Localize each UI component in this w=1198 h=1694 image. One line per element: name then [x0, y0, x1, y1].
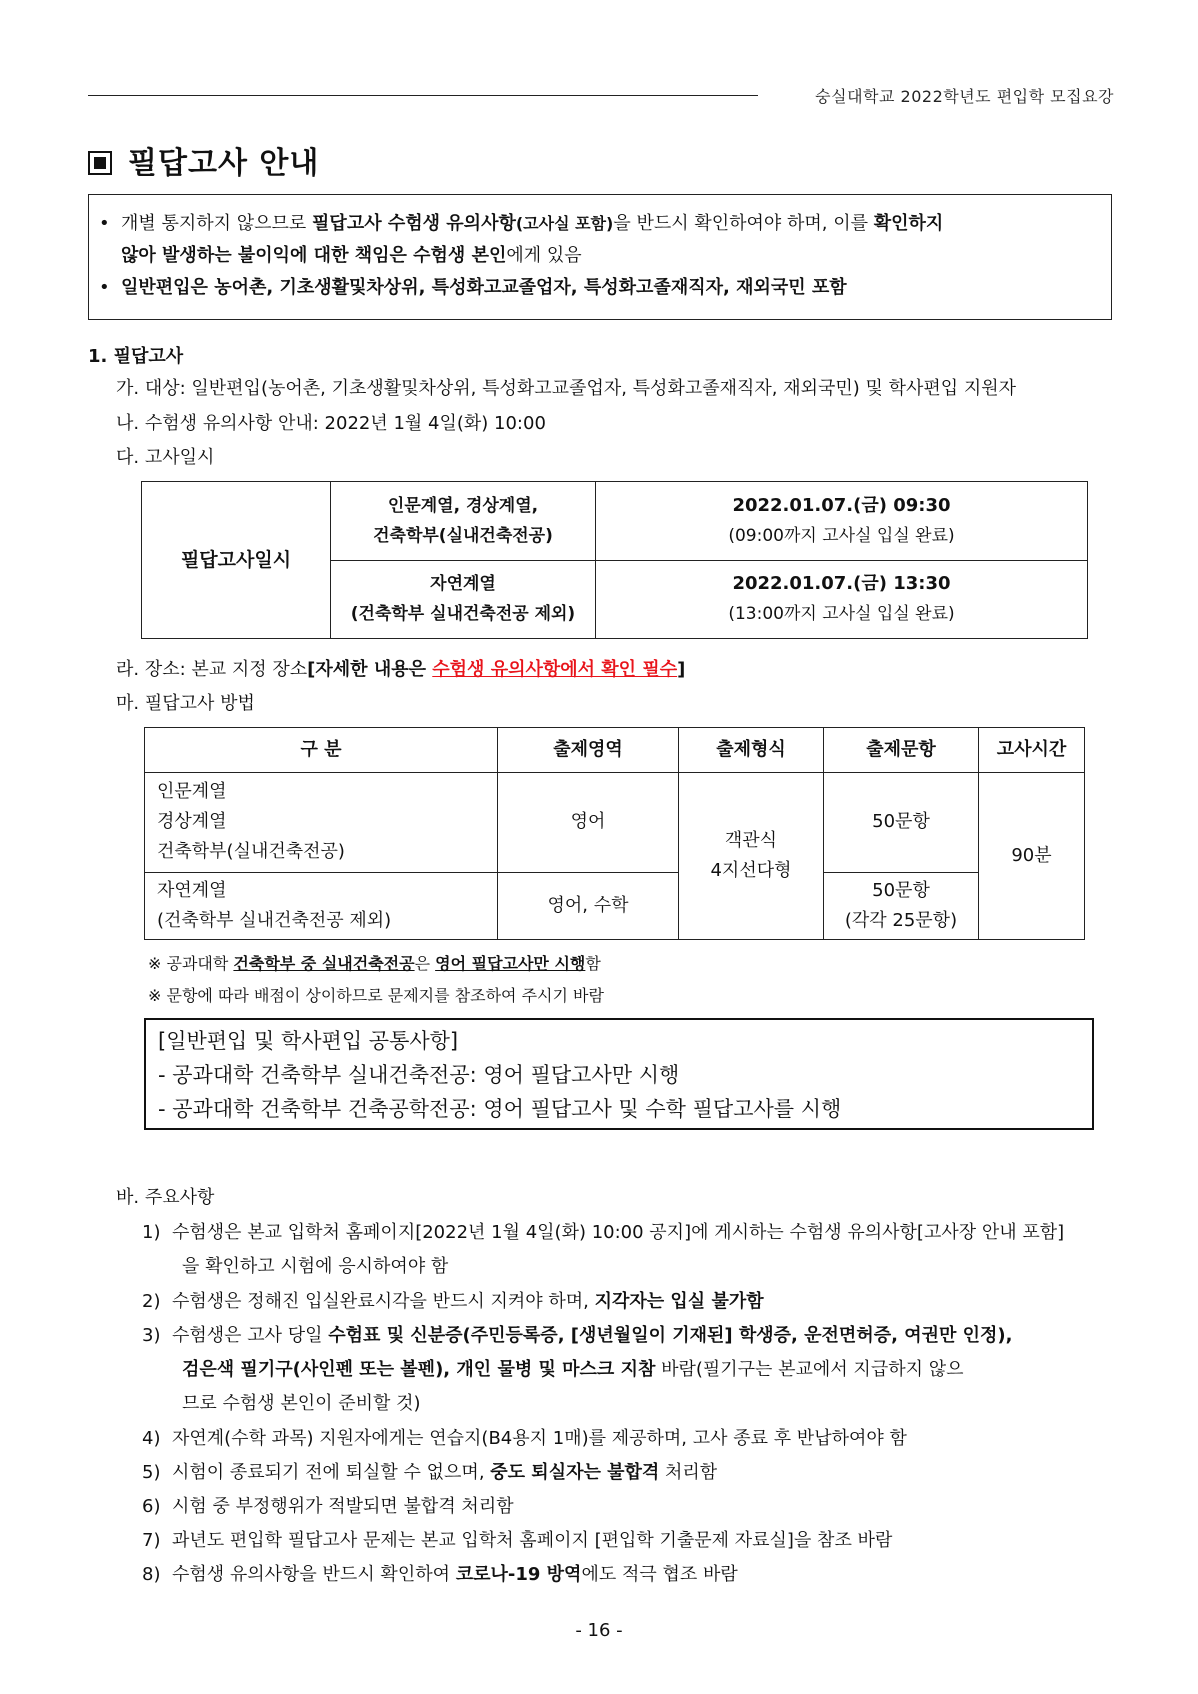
notice-bold: (고사실 포함): [515, 214, 614, 233]
item-text: 수험생은 정해진 입실완료시각을 반드시 지켜야 하며,: [172, 1291, 595, 1312]
page-title-text: 필답고사 안내: [128, 146, 320, 181]
column-header: 출제형식: [679, 728, 824, 773]
notice-line-2: [99, 240, 1101, 272]
item-number: 1): [142, 1222, 161, 1243]
item-text: 수험생 유의사항을 반드시 확인하여: [172, 1564, 456, 1585]
count-line: (각각 25문항): [844, 909, 958, 931]
list-item: [142, 1218, 1064, 1244]
item-text: 처리함: [659, 1462, 718, 1483]
table-header-row: [145, 728, 1085, 773]
area-cell: 영어: [498, 773, 679, 873]
notice-text: 을 반드시 확인하여야 하며, 이를: [613, 213, 874, 234]
notice-bold: 필답고사 수험생 유의사항: [312, 213, 516, 234]
item-text: 자연계(수학 과목) 지원자에게는 연습지(B4용지 1매)를 제공하며, 고사 종료 후 반납하여야 함: [172, 1428, 907, 1449]
item-text: 과년도 편입학 필답고사 문제는 본교 입학처 홈페이지 [편입학 기출문제 자료실]을 참조 바람: [172, 1530, 893, 1551]
item-bold: 코로나-19 방역: [455, 1564, 582, 1585]
section-heading: 1. 필답고사: [88, 346, 184, 367]
notice-line-1: [99, 208, 1101, 240]
category-line: 경상계열: [157, 811, 227, 833]
item-bold: 검은색 필기구(사인펜 또는 볼펜), 개인 물병 및 마스크 지참: [182, 1359, 656, 1380]
count-cell: 50문항: [824, 773, 979, 873]
category-line: 인문계열: [157, 781, 227, 803]
column-header: 구 분: [145, 728, 498, 773]
column-header: 출제영역: [498, 728, 679, 773]
category-line: 자연계열: [157, 879, 227, 901]
time-note: (13:00까지 고사실 입실 완료): [728, 604, 955, 625]
table-row: [145, 773, 1085, 873]
notice-line-1-text: [121, 208, 943, 240]
list-item: [142, 1424, 907, 1450]
place-text: 라. 장소: 본교 지정 장소: [116, 659, 308, 680]
format-cell: [679, 773, 824, 940]
schedule-group: [331, 560, 596, 639]
table-row: [145, 872, 1085, 939]
method-heading: 마. 필답고사 방법: [116, 693, 255, 714]
method-table: [144, 727, 1085, 940]
list-item-continued: 을 확인하고 시험에 응시하여야 함: [182, 1256, 449, 1277]
schedule-group: [331, 482, 596, 561]
schedule-time: [596, 560, 1088, 639]
item-text: 시험이 종료되기 전에 퇴실할 수 없으며,: [172, 1462, 491, 1483]
item-number: 2): [142, 1291, 161, 1312]
item-number: 3): [142, 1325, 161, 1346]
list-item: [142, 1492, 514, 1518]
place-bold: [자세한 내용은: [307, 659, 433, 680]
list-item: [142, 1526, 892, 1552]
group-line: 인문계열, 경상계열,: [387, 495, 539, 516]
list-item: [142, 1287, 764, 1313]
format-line: 4지선다형: [710, 860, 792, 881]
list-item-continued: 므로 수험생 본인이 준비할 것): [182, 1393, 421, 1414]
place-bold: ]: [677, 659, 686, 680]
item-text: 수험생은 본교 입학처 홈페이지[2022년 1월 4일(화) 10:00 공지]에 게시하는 수험생 유의사항[고사장 안내 포함]: [172, 1222, 1065, 1243]
common-box: [144, 1018, 1094, 1130]
bullet-icon: •: [99, 277, 110, 298]
header-rule: [88, 95, 758, 96]
schedule-table: [141, 481, 1088, 639]
section-ga: 가. 대상: 일반편입(농어촌, 기초생활및차상위, 특성화고교졸업자, 특성화고졸재직자, 재외국민) 및 학사편입 지원자: [116, 378, 1017, 399]
item-text: 에도 적극 협조 바람: [581, 1564, 738, 1585]
item-number: 8): [142, 1564, 161, 1585]
format-line: 객관식: [724, 830, 778, 851]
schedule-time: [596, 482, 1088, 561]
common-title: [일반편입 및 학사편입 공통사항]: [158, 1029, 459, 1053]
page-title: [88, 138, 319, 182]
note-line-1: [148, 951, 601, 974]
schedule-label: 필답고사일시: [142, 482, 331, 639]
section-da: 다. 고사일시: [116, 447, 215, 468]
category-line: 건축학부(실내건축전공): [157, 841, 345, 863]
area-cell: 영어, 수학: [498, 872, 679, 939]
group-line: 자연계열: [430, 574, 496, 595]
item-bold: 지각자는 입실 불가함: [594, 1291, 764, 1312]
section-na: 나. 수험생 유의사항 안내: 2022년 1월 4일(화) 10:00: [116, 413, 546, 434]
notice-line-3: [99, 272, 1101, 304]
item-text: 시험 중 부정행위가 적발되면 불합격 처리함: [172, 1496, 514, 1517]
table-row: [142, 482, 1088, 561]
square-bullet-icon: [88, 151, 112, 175]
category-cell: [145, 872, 498, 939]
time-text: 2022.01.07.(금) 09:30: [732, 494, 951, 516]
notice-text: 에게 있음: [506, 245, 582, 266]
note-bold: 건축학부 중 실내건축전공: [233, 954, 415, 973]
item-bold: 중도 퇴실자는 불합격: [490, 1462, 660, 1483]
list-item: [142, 1560, 738, 1586]
note-bold: 영어 필답고사만 시행: [435, 954, 586, 973]
count-line: 50문항: [872, 879, 930, 901]
item-number: 4): [142, 1428, 161, 1449]
bullet-icon: •: [99, 213, 110, 234]
notice-text: 개별 통지하지 않으므로: [121, 213, 313, 234]
count-cell: [824, 872, 979, 939]
list-item: [142, 1321, 1012, 1347]
item-text: 수험생은 고사 당일: [172, 1325, 329, 1346]
column-header: 출제문항: [824, 728, 979, 773]
header-text: 숭실대학교 2022학년도 편입학 모집요강: [815, 87, 1114, 106]
item-number: 6): [142, 1496, 161, 1517]
time-cell: 90분: [979, 773, 1085, 940]
place-highlight: 수험생 유의사항에서 확인 필수: [432, 659, 678, 680]
item-number: 7): [142, 1530, 161, 1551]
page-number: - 16 -: [575, 1620, 623, 1641]
notice-box: [88, 194, 1112, 320]
item-bold: 수험표 및 신분증(주민등록증, [생년월일이 기재된] 학생증, 운전면허증, 여권만 인정),: [328, 1325, 1013, 1346]
common-line: - 공과대학 건축학부 실내건축전공: 영어 필답고사만 시행: [158, 1063, 680, 1087]
column-header: 고사시간: [979, 728, 1085, 773]
notice-bold: 않아 발생하는 불이익에 대한 책임은 수험생 본인: [121, 245, 507, 266]
category-line: (건축학부 실내건축전공 제외): [157, 909, 392, 931]
notice-bold: 일반편입은 농어촌, 기초생활및차상위, 특성화고교졸업자, 특성화고졸재직자, 재외국민 포함: [121, 277, 847, 298]
ba-heading: 바. 주요사항: [116, 1187, 215, 1208]
item-number: 5): [142, 1462, 161, 1483]
time-text: 2022.01.07.(금) 13:30: [732, 573, 951, 595]
note-line-2: ※ 문항에 따라 배점이 상이하므로 문제지를 참조하여 주시기 바람: [148, 986, 604, 1005]
place-line: [116, 655, 685, 681]
notice-bold: 확인하지: [873, 213, 944, 234]
item-text: 바람(필기구는 본교에서 지급하지 않으: [655, 1359, 964, 1380]
note-text: 함: [585, 954, 601, 973]
list-item-continued: [182, 1355, 963, 1381]
note-text: ※ 공과대학: [148, 954, 234, 973]
common-line: - 공과대학 건축학부 건축공학전공: 영어 필답고사 및 수학 필답고사를 시행: [158, 1097, 842, 1121]
category-cell: [145, 773, 498, 873]
group-line: 건축학부(실내건축전공): [373, 525, 553, 546]
group-line: (건축학부 실내건축전공 제외): [350, 604, 576, 625]
list-item: [142, 1458, 717, 1484]
time-note: (09:00까지 고사실 입실 완료): [728, 525, 955, 546]
note-text: 은: [414, 954, 436, 973]
